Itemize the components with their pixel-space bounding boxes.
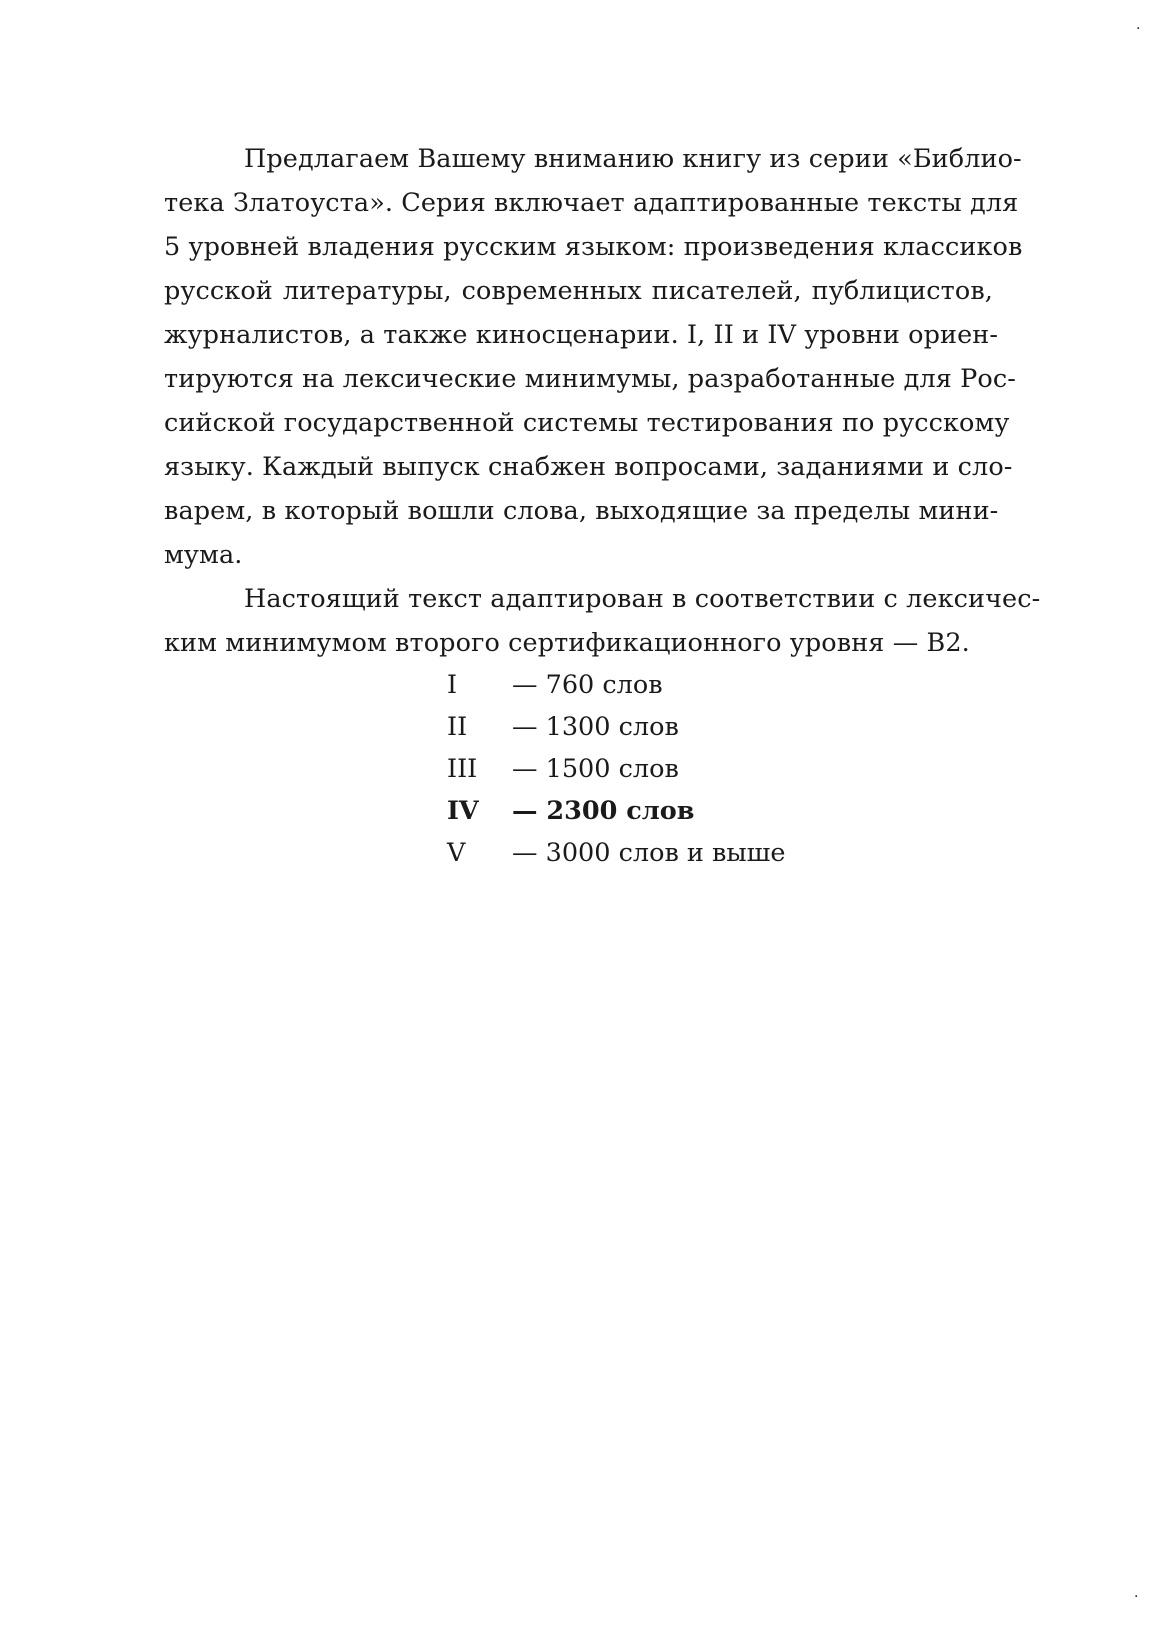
text-line: 5 уровней владения русским языком: произведения классиков bbox=[164, 232, 1023, 262]
level-number: V bbox=[447, 838, 466, 868]
text-line: Предлагаем Вашему вниманию книгу из серии «Библио- bbox=[244, 144, 1022, 174]
level-number: IV bbox=[447, 796, 479, 826]
text-line: журналистов, а также киносценарии. I, II и IV уровни ориен- bbox=[164, 320, 999, 350]
text-line: русской литературы, современных писателей, публицистов, bbox=[164, 276, 993, 306]
level-word-count: — 760 слов bbox=[512, 670, 663, 700]
text-line: варем, в который вошли слова, выходящие за пределы мини- bbox=[164, 496, 999, 526]
text-line: мума. bbox=[164, 540, 243, 570]
text-line: сийской государственной системы тестирования по русскому bbox=[164, 408, 1010, 438]
text-line: ким минимумом второго сертификационного уровня — В2. bbox=[164, 628, 970, 658]
text-line: Настоящий текст адаптирован в соответствии с лексичес- bbox=[244, 584, 1041, 614]
level-word-count: — 3000 слов и выше bbox=[512, 838, 786, 868]
level-word-count: — 1500 слов bbox=[512, 754, 679, 784]
scan-mark: · bbox=[1134, 1589, 1139, 1605]
text-line: тека Златоуста». Серия включает адаптированные тексты для bbox=[164, 188, 1019, 218]
scan-mark: · bbox=[1136, 21, 1141, 37]
level-number: I bbox=[447, 670, 458, 700]
text-line: тируются на лексические минимумы, разработанные для Рос- bbox=[164, 364, 1016, 394]
level-number: II bbox=[447, 712, 468, 742]
level-number: III bbox=[447, 754, 478, 784]
text-line: языку. Каждый выпуск снабжен вопросами, заданиями и сло- bbox=[164, 452, 1013, 482]
level-word-count: — 1300 слов bbox=[512, 712, 679, 742]
level-word-count: — 2300 слов bbox=[512, 796, 695, 826]
